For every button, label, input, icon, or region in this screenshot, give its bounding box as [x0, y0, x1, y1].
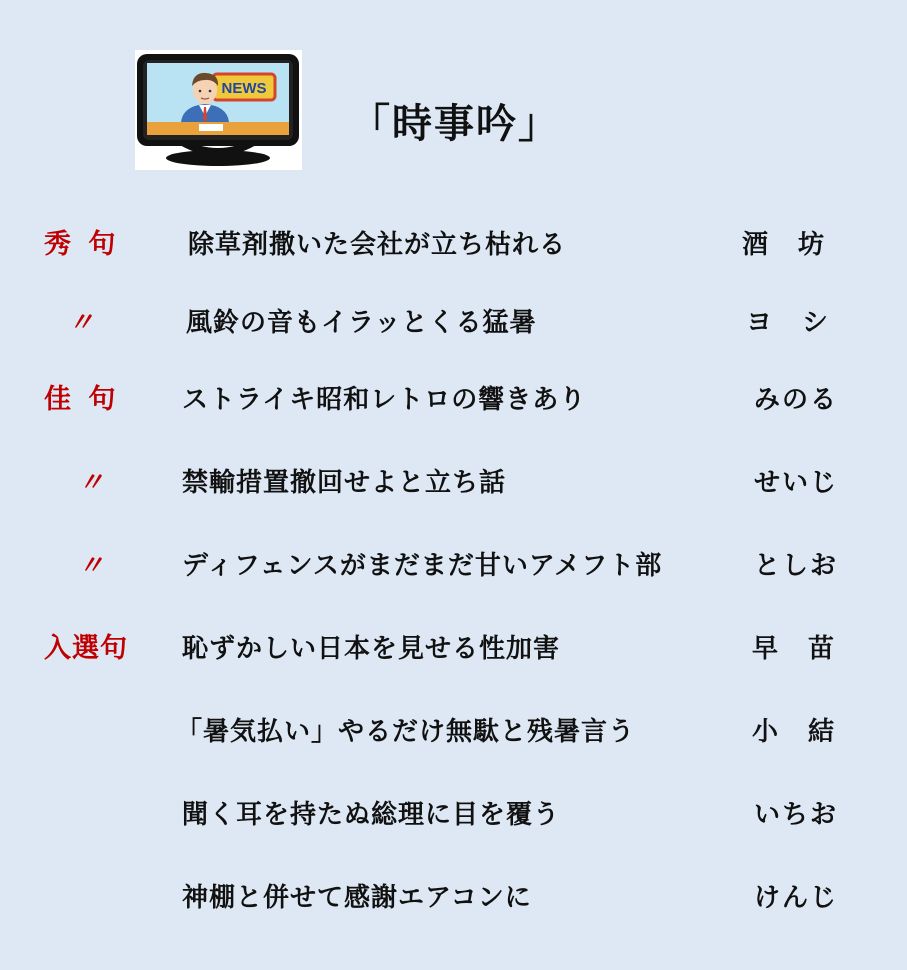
senryu-row: [0, 712, 907, 752]
verse-text: 恥ずかしい日本を見せる性加害: [182, 634, 561, 664]
rank-label: 佳 句: [44, 384, 120, 415]
page-title: 「時事吟」: [350, 100, 560, 147]
senryu-row: [0, 463, 907, 503]
author-name: みのる: [754, 385, 839, 415]
senryu-row: [0, 225, 907, 265]
author-name: としお: [754, 551, 839, 581]
author-name: ヨ シ: [746, 308, 831, 338]
rank-label: 〃: [78, 468, 109, 498]
author-name: 酒 坊: [742, 230, 827, 260]
author-name: 早 苗: [752, 634, 837, 664]
rank-label: 〃: [78, 551, 109, 581]
senryu-row: [0, 546, 907, 586]
verse-text: 禁輸措置撤回せよと立ち話: [182, 468, 507, 498]
svg-text:NEWS: NEWS: [221, 80, 267, 97]
verse-text: 除草剤撒いた会社が立ち枯れる: [188, 230, 567, 260]
author-name: けんじ: [754, 883, 839, 913]
verse-text: ストライキ昭和レトロの響きあり: [182, 385, 587, 415]
verse-text: 風鈴の音もイラッとくる猛暑: [186, 308, 537, 338]
news-tv-icon: [135, 50, 302, 170]
author-name: 小 結: [752, 717, 837, 747]
verse-text: 神棚と併せて感謝エアコンに: [182, 883, 532, 913]
rank-label: 〃: [68, 308, 99, 338]
verse-text: 「暑気払い」やるだけ無駄と残暑言う: [176, 717, 636, 747]
verse-text: ディフェンスがまだまだ甘いアメフト部: [182, 551, 663, 581]
senryu-row: [0, 795, 907, 835]
senryu-row: [0, 878, 907, 918]
senryu-row: [0, 380, 907, 420]
rank-label: 入選句: [44, 633, 128, 664]
senryu-row: [0, 629, 907, 669]
senryu-row: [0, 303, 907, 343]
verse-text: 聞く耳を持たぬ総理に目を覆う: [182, 800, 561, 830]
author-name: いちお: [754, 800, 839, 830]
author-name: せいじ: [754, 468, 839, 498]
rank-label: 秀 句: [44, 229, 120, 260]
